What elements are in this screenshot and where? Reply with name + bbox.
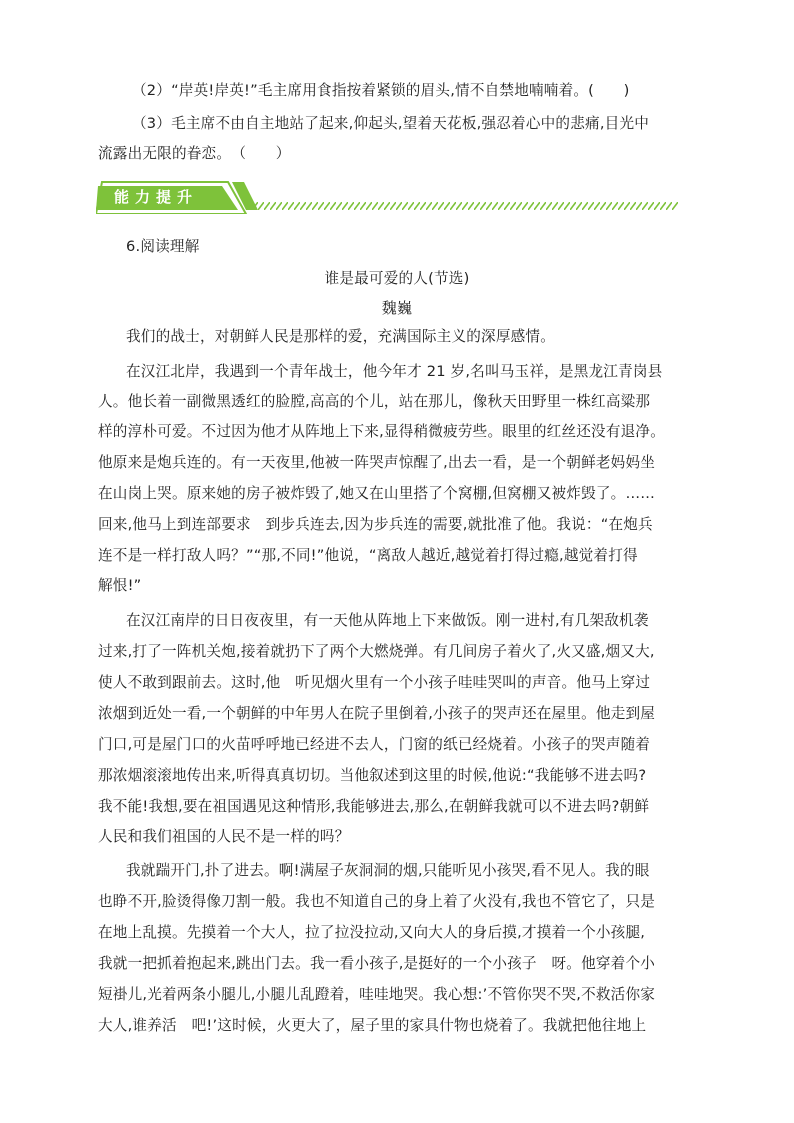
passage-line: 样的淳朴可爱。不过因为他才从阵地上下来,显得稍微疲劳些。眼里的红丝还没有退净。 [98,423,666,440]
passage-author: 魏巍 [381,299,413,317]
passage-line: 他原来是炮兵连的。有一天夜里,他被一阵哭声惊醒了,出去一看，是一个朝鲜老妈妈坐 [98,454,656,471]
exercise-heading: 6.阅读理解 [126,238,200,255]
passage-line: 在山岗上哭。原来她的房子被炸毁了,她又在山里搭了个窝棚,但窝棚又被炸毁了。…… [98,485,656,502]
question-3-line-1: （3）毛主席不由自主地站了起来,仰起头,望着天花板,强忍着心中的悲痛,目光中 [132,115,650,132]
passage-line: 也睁不开,脸烫得像刀割一般。我也不知道自己的身上着了火没有,我也不管它了，只是 [98,893,656,910]
passage-line: 我们的战士，对朝鲜人民是那样的爱，充满国际主义的深厚感情。 [126,328,556,345]
passage-line: 那浓烟滚滚地传出来,听得真真切切。当他叙述到这里的时候,他说:“我能够不进去吗? [98,767,647,784]
passage-line: 连不是一样打敌人吗？”“那,不同!”他说，“离敌人越近,越觉着打得过瘾,越觉着打得 [98,547,638,564]
passage-line: 在地上乱摸。先摸着一个大人，拉了拉没拉动,又向大人的身后摸,才摸着一个小孩腿, [98,924,646,941]
passage-line: 回来,他马上到连部要求 到步兵连去,因为步兵连的需要,就批准了他。我说：“在炮兵 [98,516,653,533]
passage-line: 在汉江北岸，我遇到一个青年战士，他今年才 21 岁,名叫马玉祥，是黑龙江青岗县 [126,363,663,380]
question-3-line-2: 流露出无限的眷恋。 （ ） [98,145,291,162]
passage-line: 在汉江南岸的日日夜夜里，有一天他从阵地上下来做饭。刚一进村,有几架敌机袭 [126,612,649,629]
passage-line: 过来,打了一阵机关炮,接着就扔下了两个大燃烧弹。有几间房子着火了,火又盛,烟又大, [98,643,655,660]
passage-line: 大人,谁养活 吧!’这时候，火更大了，屋子里的家具什物也烧着了。我就把他往地上 [98,1017,647,1034]
passage-line: 我就踹开门,扑了进去。啊!满屋子灰洞洞的烟,只能听见小孩哭,看不见人。我的眼 [126,862,650,879]
section-title: 能力提升 [114,188,199,206]
passage-line: 人。他长着一副微黑透红的脸膛,高高的个儿，站在那儿，像秋天田野里一株红高粱那 [98,393,651,410]
passage-line: 我不能!我想,要在祖国遇见这种情形,我能够进去,那么,在朝鲜我就可以不进去吗?朝鲜 [98,798,650,815]
question-2: （2）“岸英!岸英!”毛主席用食指按着紧锁的眉头,情不自禁地喃喃着。( ) [132,82,630,99]
passage-line: 人民和我们祖国的人民不是一样的吗？ [98,828,350,845]
passage-line: 短褂儿,光着两条小腿儿,小腿儿乱蹬着，哇哇地哭。我心想:’不管你哭不哭,不救活你家 [98,986,656,1003]
passage-line: 使人不敢到跟前去。这时,他 听见烟火里有一个小孩子哇哇哭叫的声音。他马上穿过 [98,674,651,691]
banner-hatch-strip [246,202,678,210]
passage-line: 解恨!” [98,577,142,594]
passage-title: 谁是最可爱的人(节选) [324,270,470,287]
passage-line: 浓烟到近处一看,一个朝鲜的中年男人在院子里倒着,小孩子的哭声还在屋里。他走到屋 [98,705,656,722]
passage-line: 门口,可是屋门口的火苗呼呼地已经进不去人，门窗的纸已经烧着。小孩子的哭声随着 [98,736,651,753]
passage-line: 我就一把抓着抱起来,跳出门去。我一看小孩子,是挺好的一个小孩子 呀。他穿着个小 [98,955,656,972]
